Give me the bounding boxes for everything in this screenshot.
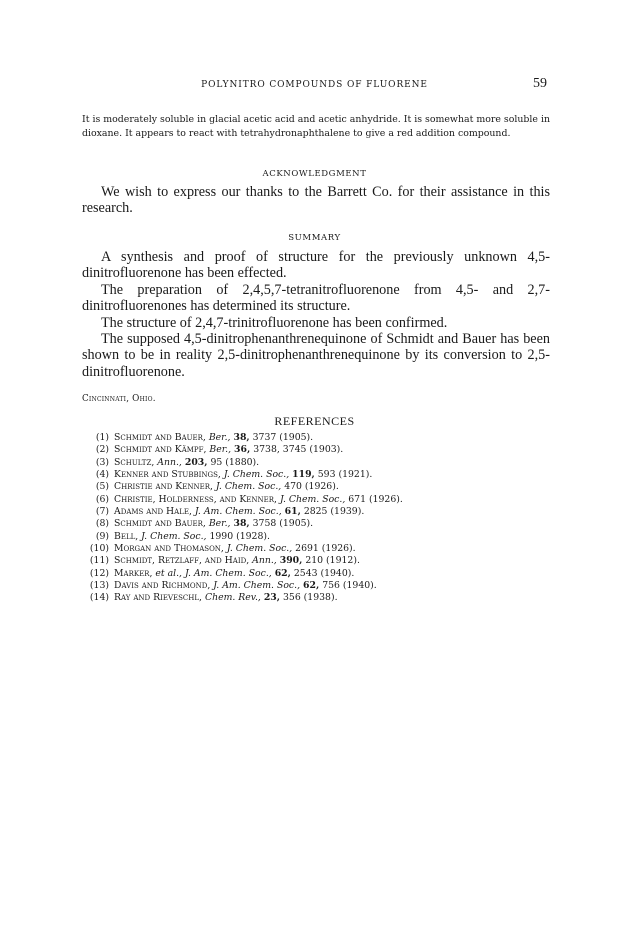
- reference-pages-year: 210 (1912).: [305, 555, 360, 567]
- reference-authors: Davis and Richmond,: [114, 580, 211, 592]
- reference-journal: J. Am. Chem. Soc.,: [194, 506, 282, 518]
- reference-item: [87, 531, 557, 543]
- reference-authors: Schmidt and Bauer,: [114, 432, 206, 443]
- reference-authors: Marker,: [114, 567, 153, 579]
- reference-authors: Kenner and Stubbings,: [114, 469, 221, 481]
- reference-pages-year: 2543 (1940).: [293, 567, 355, 579]
- reference-number: (10): [89, 543, 109, 555]
- summary-heading: SUMMARY: [288, 233, 341, 243]
- reference-pages-year: 95 (1880).: [210, 456, 260, 468]
- reference-journal: Ber.,: [208, 432, 231, 443]
- reference-pages-year: 356 (1938).: [282, 592, 338, 604]
- reference-pages-year: 2825 (1939).: [303, 506, 365, 518]
- reference-volume: 119,: [292, 469, 315, 481]
- reference-volume: 36,: [234, 444, 251, 456]
- running-head: [0, 77, 629, 93]
- reference-authors: Schmidt and Kämpf,: [114, 444, 207, 456]
- reference-authors: Morgan and Thomason,: [114, 543, 224, 555]
- reference-journal: J. Chem. Soc.,: [223, 469, 290, 481]
- reference-item: [87, 432, 557, 444]
- reference-number: (12): [89, 567, 109, 579]
- summary-body: [82, 249, 550, 380]
- reference-pages-year: 3758 (1905).: [252, 518, 314, 530]
- reference-journal: Chem. Rev.,: [204, 592, 261, 604]
- reference-journal: Ber.,: [209, 444, 232, 456]
- reference-item: [87, 568, 557, 580]
- summary-paragraph: The preparation of 2,4,5,7-tetranitrofluorenone from 4,5- and 2,7-dinitrofluorenones has determined its structure.: [82, 281, 550, 315]
- reference-authors: Ray and Rieveschl,: [114, 592, 202, 604]
- reference-pages-year: 470 (1926).: [284, 481, 339, 493]
- reference-volume: 23,: [263, 592, 281, 604]
- reference-authors: Adams and Hale,: [114, 506, 192, 518]
- page-number: 59: [533, 76, 547, 91]
- reference-pages-year: 756 (1940).: [322, 580, 377, 592]
- reference-item: [87, 543, 557, 555]
- reference-number: (13): [89, 580, 109, 592]
- reference-pages-year: 671 (1926).: [348, 493, 403, 505]
- reference-authors: Christie, Holderness, and Kenner,: [114, 493, 277, 505]
- reference-pages-year: 593 (1921).: [317, 469, 373, 481]
- reference-authors: Schmidt and Bauer,: [114, 518, 206, 530]
- reference-volume: 390,: [279, 555, 303, 567]
- reference-number: (14): [89, 592, 109, 604]
- acknowledgment-heading: ACKNOWLEDGMENT: [262, 169, 367, 179]
- summary-paragraph: The structure of 2,4,7-trinitrofluorenone has been confirmed.: [101, 314, 448, 331]
- reference-journal: J. Chem. Soc.,: [279, 493, 346, 505]
- reference-item: [87, 494, 557, 506]
- reference-item: [87, 469, 557, 481]
- reference-journal: Ann.,: [157, 456, 182, 468]
- reference-number: (5): [95, 481, 109, 493]
- acknowledgment-text: We wish to express our thanks to the Barrett Co. for their assistance in this research.: [82, 184, 550, 217]
- reference-item: [87, 444, 557, 456]
- acknowledgment-body: [82, 184, 550, 217]
- references-list: [87, 432, 557, 605]
- reference-pages-year: 1990 (1928).: [209, 530, 270, 542]
- reference-journal: J. Chem. Soc.,: [226, 543, 293, 555]
- reference-volume: 203,: [184, 456, 208, 468]
- reference-pages-year: 3738, 3745 (1903).: [253, 444, 344, 456]
- reference-pages-year: 3737 (1905).: [252, 432, 314, 443]
- summary-paragraph: A synthesis and proof of structure for the previously unknown 4,5-dinitrofluorenone has been effected.: [82, 249, 550, 282]
- reference-item: [87, 506, 557, 518]
- reference-journal: J. Chem. Soc.,: [215, 481, 282, 493]
- reference-volume: 38,: [233, 432, 250, 443]
- reference-number: (7): [95, 506, 109, 518]
- reference-item: [87, 555, 557, 567]
- reference-authors: Schultz,: [114, 456, 155, 468]
- reference-number: (1): [95, 432, 109, 443]
- reference-number: (3): [95, 456, 109, 468]
- reference-volume: 61,: [284, 506, 301, 518]
- reference-item: [87, 518, 557, 530]
- reference-number: (2): [95, 444, 109, 456]
- reference-item: [87, 481, 557, 493]
- reference-authors: Bell,: [114, 530, 139, 542]
- reference-volume: 62,: [274, 567, 291, 579]
- reference-journal: Ann.,: [252, 555, 277, 567]
- intro-paragraph: It is moderately soluble in glacial acetic acid and acetic anhydride. It is somewhat more soluble in dioxane. It appears to react with tetrahydronaphthalene to give a red addition compound.: [82, 114, 550, 139]
- reference-number: (11): [89, 555, 109, 567]
- reference-journal: Ber.,: [208, 518, 231, 530]
- reference-volume: 38,: [233, 518, 250, 530]
- reference-pages-year: 2691 (1926).: [295, 543, 356, 555]
- reference-number: (8): [95, 518, 109, 530]
- reference-volume: 62,: [303, 580, 320, 592]
- reference-number: (6): [95, 493, 109, 505]
- reference-journal: J. Am. Chem. Soc.,: [213, 580, 301, 592]
- references-heading: REFERENCES: [274, 414, 355, 428]
- reference-authors: Schmidt, Retzlaff, and Haid,: [114, 555, 250, 567]
- reference-journal: et al., J. Am. Chem. Soc.,: [155, 567, 272, 579]
- reference-item: [87, 580, 557, 592]
- running-title: POLYNITRO COMPOUNDS OF FLUORENE: [201, 80, 428, 90]
- reference-item: [87, 457, 557, 469]
- summary-paragraph: The supposed 4,5-dinitrophenanthrenequinone of Schmidt and Bauer has been shown to be in reality 2,5-dinitrophenanthrenequinone by its conversion to 2,5-dinitrofluorenone.: [82, 331, 550, 380]
- reference-number: (4): [95, 469, 109, 481]
- reference-authors: Christie and Kenner,: [114, 481, 213, 493]
- reference-number: (9): [95, 530, 109, 542]
- reference-item: [87, 592, 557, 604]
- reference-journal: J. Chem. Soc.,: [141, 530, 207, 542]
- location-line: Cincinnati, Ohio.: [82, 394, 156, 404]
